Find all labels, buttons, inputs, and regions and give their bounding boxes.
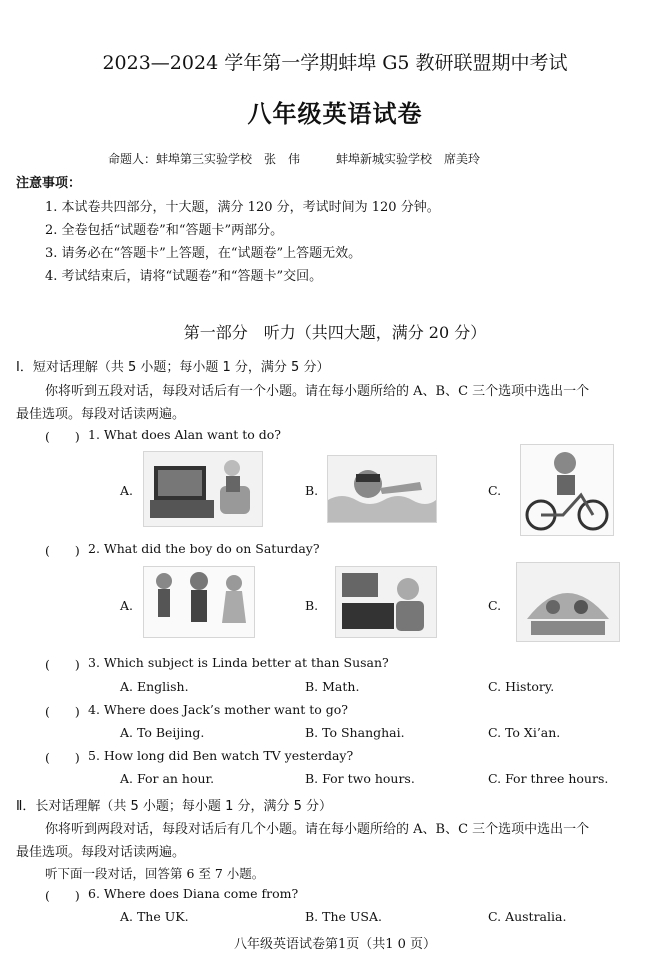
option-c[interactable]: C. To Xi’an.	[488, 725, 561, 740]
note-item: 3. 请务必在“答题卡”上答题，在“试题卷”上答题无效。	[45, 246, 362, 261]
section-instructions: 你将听到五段对话，每段对话后有一个小题。请在每小题所给的 A、B、C 三个选项中选出一个	[45, 384, 590, 399]
question-text: 3. Which subject is Linda better at than Susan?	[88, 655, 389, 670]
page-footer: 八年级英语试卷第1页（共1 0 页）	[233, 937, 437, 952]
notes-heading: 注意事项：	[16, 176, 82, 191]
option-b[interactable]: B. Math.	[305, 679, 360, 694]
cycling-icon	[521, 445, 613, 535]
option-b[interactable]: B. The USA.	[305, 909, 382, 924]
question-text: 4. Where does Jack’s mother want to go?	[88, 702, 349, 717]
answer-blank[interactable]: ( )	[45, 429, 80, 444]
section-instructions: 你将听到两段对话，每段对话后有几个小题。请在每小题所给的 A、B、C 三个选项中选出一个	[45, 822, 590, 837]
option-c[interactable]: C. For three hours.	[488, 771, 609, 786]
option-a-label[interactable]: A.	[120, 598, 134, 613]
section-instructions: 最佳选项。每段对话读两遍。	[16, 407, 186, 422]
picnic-picture[interactable]	[516, 562, 620, 642]
option-c-label[interactable]: C.	[488, 483, 502, 498]
cycling-picture[interactable]	[520, 444, 614, 536]
section-heading: Ⅱ．长对话理解（共 5 小题；每小题 1 分，满分 5 分）	[16, 799, 333, 814]
option-b[interactable]: B. To Shanghai.	[305, 725, 405, 740]
authors-line: 命题人：蚌埠第三实验学校 张 伟 蚌埠新城实验学校 席美玲	[108, 152, 481, 166]
singing-icon	[144, 567, 254, 637]
option-a[interactable]: A. For an hour.	[120, 771, 215, 786]
exam-title: 2023—2024 学年第一学期蚌埠 G5 教研联盟期中考试	[102, 52, 568, 74]
section-heading: Ⅰ．短对话理解（共 5 小题；每小题 1 分，满分 5 分）	[16, 360, 330, 375]
question-text: 2. What did the boy do on Saturday?	[88, 541, 320, 556]
question-text: 5. How long did Ben watch TV yesterday?	[88, 748, 354, 763]
answer-blank[interactable]: ( )	[45, 704, 80, 719]
cinema-icon	[336, 567, 436, 637]
question-text: 6. Where does Diana come from?	[88, 886, 299, 901]
option-c-label[interactable]: C.	[488, 598, 502, 613]
note-item: 1. 本试卷共四部分，十大题，满分 120 分，考试时间为 120 分钟。	[45, 200, 440, 215]
tv-watching-picture[interactable]	[143, 451, 263, 527]
option-c[interactable]: C. Australia.	[488, 909, 567, 924]
answer-blank[interactable]: ( )	[45, 888, 80, 903]
note-item: 4. 考试结束后，请将“试题卷”和“答题卡”交回。	[45, 269, 323, 284]
option-a[interactable]: A. To Beijing.	[120, 725, 205, 740]
option-c[interactable]: C. History.	[488, 679, 555, 694]
part-title: 第一部分 听力（共四大题，满分 20 分）	[183, 323, 487, 342]
cinema-picture[interactable]	[335, 566, 437, 638]
swimming-icon	[328, 456, 436, 522]
tv-watching-icon	[144, 452, 262, 526]
option-b-label[interactable]: B.	[305, 483, 319, 498]
question-text: 1. What does Alan want to do?	[88, 427, 282, 442]
answer-blank[interactable]: ( )	[45, 750, 80, 765]
section-instructions: 最佳选项。每段对话读两遍。	[16, 845, 186, 860]
picnic-icon	[517, 563, 619, 641]
option-a-label[interactable]: A.	[120, 483, 134, 498]
option-b[interactable]: B. For two hours.	[305, 771, 415, 786]
option-a[interactable]: A. English.	[120, 679, 189, 694]
dialogue-instruction: 听下面一段对话，回答第 6 至 7 小题。	[45, 866, 265, 881]
answer-blank[interactable]: ( )	[45, 657, 80, 672]
answer-blank[interactable]: ( )	[45, 543, 80, 558]
swimming-picture[interactable]	[327, 455, 437, 523]
singing-picture[interactable]	[143, 566, 255, 638]
option-a[interactable]: A. The UK.	[120, 909, 189, 924]
paper-subtitle: 八年级英语试卷	[247, 99, 423, 128]
option-b-label[interactable]: B.	[305, 598, 319, 613]
note-item: 2. 全卷包括“试题卷”和“答题卡”两部分。	[45, 223, 284, 238]
